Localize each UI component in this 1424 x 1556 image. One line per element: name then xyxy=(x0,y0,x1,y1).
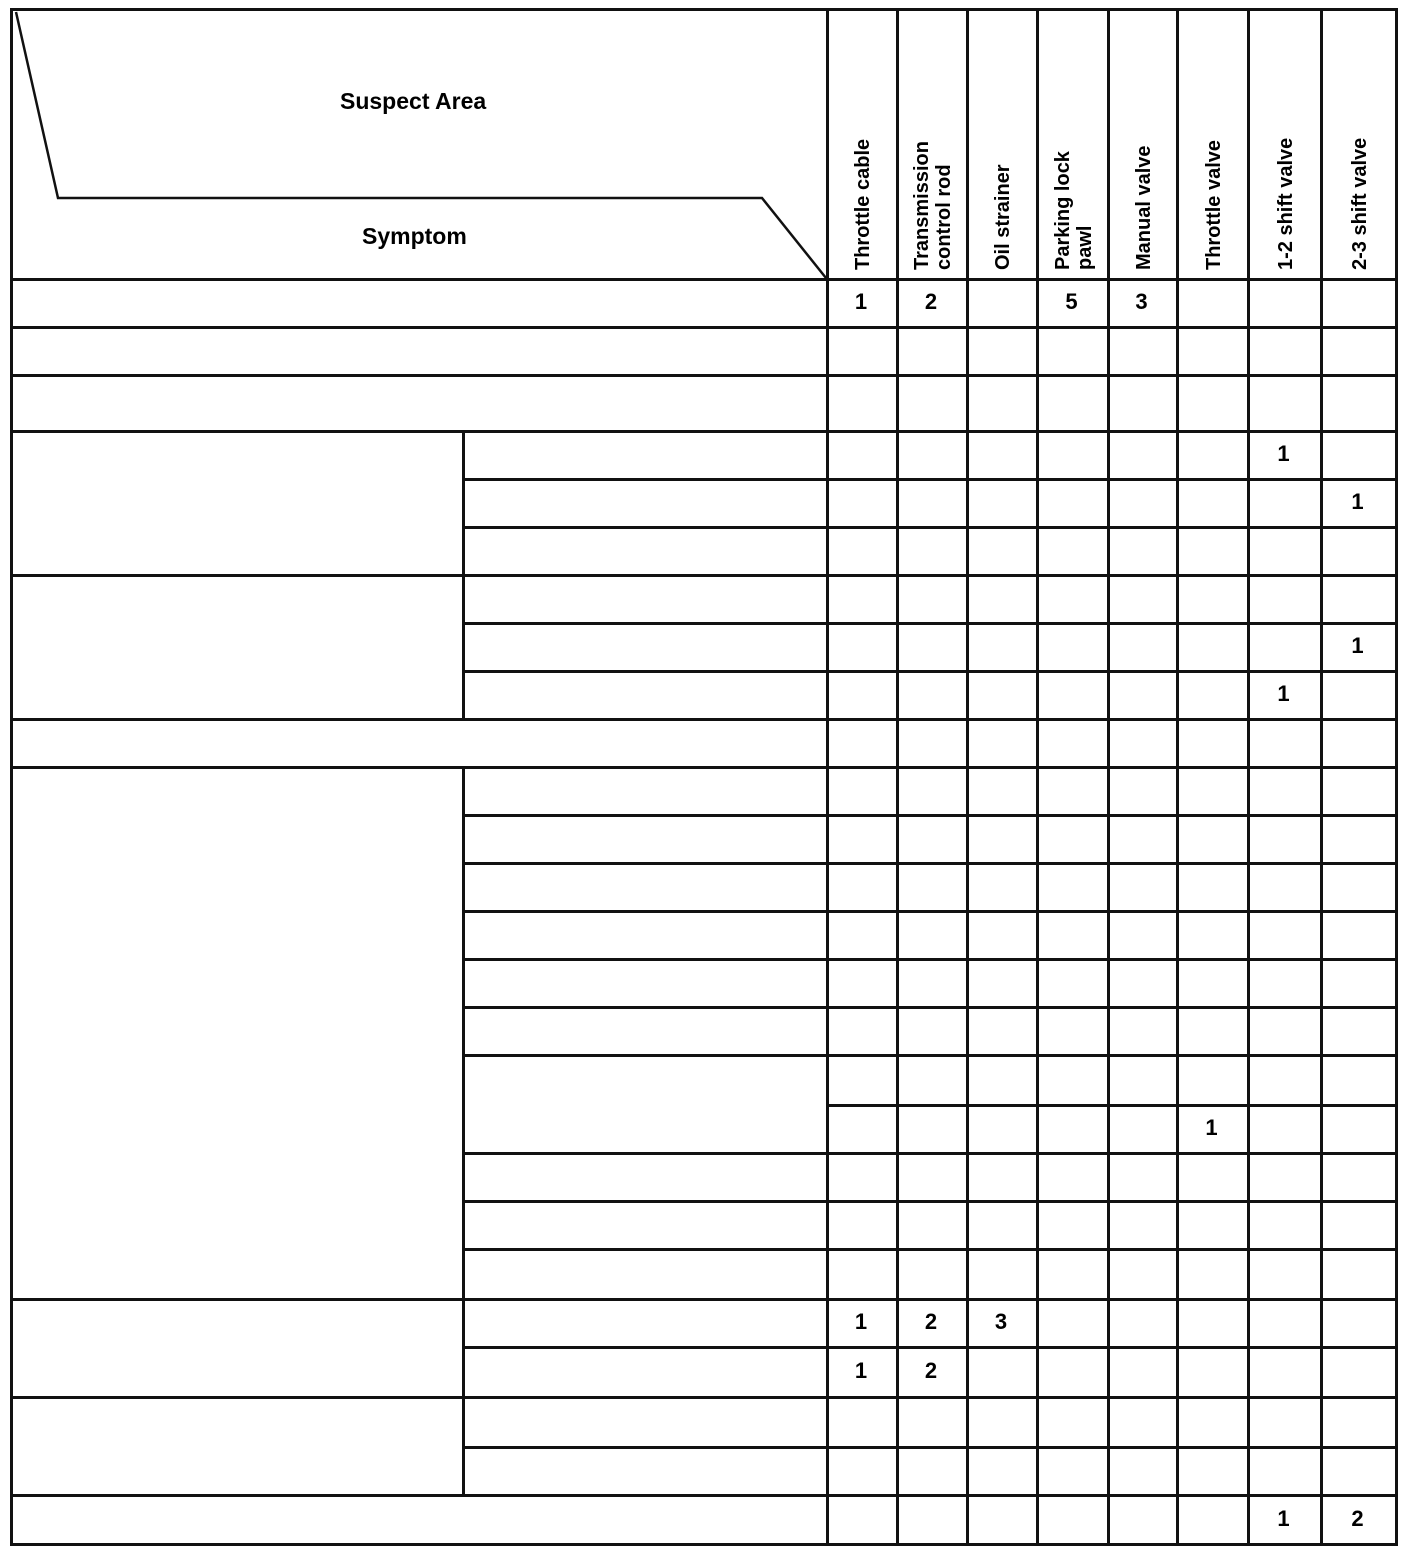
value-cell xyxy=(1036,326,1107,374)
value-cell xyxy=(1176,1054,1247,1104)
value-cell xyxy=(896,862,966,910)
value-cell xyxy=(1036,622,1107,670)
value-cell xyxy=(826,718,896,766)
sub-symptom-label xyxy=(465,1396,826,1446)
value-cell xyxy=(1247,1346,1320,1396)
value-cell xyxy=(826,1494,896,1543)
value-cell xyxy=(1107,1248,1176,1298)
sub-symptom-label xyxy=(465,1006,826,1054)
value-cell xyxy=(966,1104,1036,1152)
value-cell xyxy=(826,958,896,1006)
symptom-label xyxy=(13,278,826,326)
value-cell xyxy=(1107,1054,1176,1104)
value-cell xyxy=(1036,478,1107,526)
value-cell xyxy=(1176,1200,1247,1248)
value-cell xyxy=(826,1104,896,1152)
value-cell xyxy=(1036,1446,1107,1494)
value-cell xyxy=(1247,814,1320,862)
value-cell xyxy=(826,814,896,862)
value-cell xyxy=(966,1054,1036,1104)
sub-symptom-label xyxy=(465,1200,826,1248)
column-header-label: Throttle valve xyxy=(1202,139,1225,270)
value-cell xyxy=(1107,622,1176,670)
value-cell xyxy=(1320,1152,1395,1200)
value-cell xyxy=(1107,326,1176,374)
value-cell: 1 xyxy=(1277,441,1290,466)
value-cell xyxy=(826,622,896,670)
value-cell xyxy=(826,326,896,374)
value-cell xyxy=(826,1396,896,1446)
value-cell xyxy=(1320,326,1395,374)
value-cell xyxy=(1176,670,1247,718)
value-cell xyxy=(896,622,966,670)
suspect-area-label: Suspect Area xyxy=(340,88,487,114)
value-cell xyxy=(1176,526,1247,574)
value-cell xyxy=(1176,326,1247,374)
value-cell: 1 xyxy=(854,1309,868,1334)
value-cell xyxy=(1036,1346,1107,1396)
value-cell xyxy=(1176,766,1247,814)
value-cell xyxy=(1247,1446,1320,1494)
value-cell xyxy=(1320,1298,1395,1346)
value-cell xyxy=(1107,862,1176,910)
sub-symptom-label xyxy=(465,622,826,670)
column-header-label: 2-3 shift valve xyxy=(1348,137,1371,270)
value-cell xyxy=(896,910,966,958)
value-cell xyxy=(1320,718,1395,766)
value-cell xyxy=(966,430,1036,478)
value-cell xyxy=(1320,1346,1395,1396)
value-cell xyxy=(1107,1446,1176,1494)
symptom-label: Symptom xyxy=(362,223,467,249)
value-cell xyxy=(1247,766,1320,814)
value-cell xyxy=(1176,430,1247,478)
column-header-label: Throttle cable xyxy=(852,138,874,270)
value-cell xyxy=(1247,1104,1320,1152)
sub-symptom-label xyxy=(465,1248,826,1298)
value-cell xyxy=(826,1006,896,1054)
value-cell xyxy=(1036,374,1107,430)
troubleshooting-table xyxy=(10,8,1398,1546)
value-cell xyxy=(1176,1152,1247,1200)
value-cell xyxy=(1320,374,1395,430)
value-cell xyxy=(896,1054,966,1104)
value-cell: 1 xyxy=(854,289,868,314)
value-cell xyxy=(1247,1248,1320,1298)
value-cell xyxy=(966,526,1036,574)
value-cell xyxy=(826,526,896,574)
value-cell xyxy=(1247,1298,1320,1346)
value-cell xyxy=(1176,1494,1247,1543)
value-cell xyxy=(1176,1298,1247,1346)
value-cell xyxy=(896,1200,966,1248)
table-border-right xyxy=(1395,8,1398,1546)
sub-symptom-label xyxy=(465,862,826,910)
symptom-label xyxy=(13,718,826,766)
sub-symptom-label xyxy=(465,1152,826,1200)
value-cell xyxy=(1107,958,1176,1006)
value-cell xyxy=(1247,1054,1320,1104)
sub-symptom-label xyxy=(465,910,826,958)
value-cell xyxy=(1176,958,1247,1006)
value-cell xyxy=(966,910,1036,958)
symptom-group-label xyxy=(13,1396,462,1494)
value-cell xyxy=(896,958,966,1006)
value-cell xyxy=(826,1200,896,1248)
value-cell xyxy=(896,574,966,622)
value-cell: 2 xyxy=(924,1309,938,1334)
value-cell xyxy=(1176,1346,1247,1396)
value-cell xyxy=(826,574,896,622)
value-cell xyxy=(1247,574,1320,622)
value-cell xyxy=(1176,718,1247,766)
value-cell xyxy=(1036,958,1107,1006)
value-cell: 5 xyxy=(1065,289,1078,314)
value-cell xyxy=(896,430,966,478)
value-cell xyxy=(826,1054,896,1104)
symptom-label xyxy=(13,1494,826,1543)
value-cell xyxy=(1036,1396,1107,1446)
value-cell xyxy=(966,1494,1036,1543)
value-cell xyxy=(896,1446,966,1494)
value-cell xyxy=(896,326,966,374)
symptom-label xyxy=(13,374,826,430)
value-cell xyxy=(1247,1006,1320,1054)
value-cell xyxy=(966,1200,1036,1248)
value-cell xyxy=(826,1446,896,1494)
value-cell xyxy=(1107,1396,1176,1446)
value-cell: 1 xyxy=(1277,1505,1290,1531)
value-cell xyxy=(1036,1298,1107,1346)
value-cell xyxy=(966,814,1036,862)
value-cell xyxy=(1320,1200,1395,1248)
value-cell: 1 xyxy=(1351,489,1364,514)
value-cell xyxy=(966,1396,1036,1446)
value-cell xyxy=(1247,1152,1320,1200)
value-cell xyxy=(1176,622,1247,670)
value-cell xyxy=(1247,910,1320,958)
sub-symptom-label xyxy=(465,1298,826,1346)
sub-symptom-label xyxy=(465,430,826,478)
sub-symptom-label xyxy=(465,958,826,1006)
value-cell xyxy=(966,1346,1036,1396)
value-cell xyxy=(896,1396,966,1446)
value-cell xyxy=(896,1152,966,1200)
value-cell: 1 xyxy=(1277,681,1290,706)
value-cell xyxy=(1247,622,1320,670)
column-header-label: Oil strainer xyxy=(992,164,1014,270)
value-cell xyxy=(1107,1006,1176,1054)
sub-symptom-label xyxy=(465,1446,826,1494)
symptom-label xyxy=(13,326,826,374)
value-cell xyxy=(826,430,896,478)
symptom-group-label xyxy=(13,574,462,718)
value-cell xyxy=(1107,718,1176,766)
sub-symptom-label xyxy=(465,526,826,574)
value-cell xyxy=(826,766,896,814)
value-cell xyxy=(1247,326,1320,374)
value-cell xyxy=(966,670,1036,718)
value-cell xyxy=(1036,766,1107,814)
value-cell xyxy=(966,718,1036,766)
value-cell xyxy=(966,862,1036,910)
value-cell xyxy=(896,1104,966,1152)
value-cell xyxy=(826,670,896,718)
value-cell xyxy=(1107,766,1176,814)
value-cell xyxy=(1036,670,1107,718)
value-cell xyxy=(1247,862,1320,910)
value-cell xyxy=(1107,1346,1176,1396)
value-cell xyxy=(826,862,896,910)
value-cell xyxy=(1320,1054,1395,1104)
value-cell: 2 xyxy=(1351,1505,1364,1531)
value-cell xyxy=(1176,910,1247,958)
value-cell: 3 xyxy=(994,1309,1008,1334)
value-cell xyxy=(1247,718,1320,766)
column-header-label: Transmission control rod xyxy=(911,141,955,270)
value-cell xyxy=(896,670,966,718)
sub-symptom-label xyxy=(465,574,826,622)
value-cell xyxy=(1247,1396,1320,1446)
value-cell xyxy=(826,1248,896,1298)
symptom-group-label xyxy=(13,766,462,1298)
value-cell: 1 xyxy=(1205,1115,1218,1140)
value-cell xyxy=(966,622,1036,670)
value-cell xyxy=(1036,1248,1107,1298)
value-cell xyxy=(1176,574,1247,622)
value-cell xyxy=(1320,1104,1395,1152)
value-cell xyxy=(1320,1248,1395,1298)
value-cell xyxy=(1036,574,1107,622)
value-cell xyxy=(1320,766,1395,814)
value-cell xyxy=(1320,1006,1395,1054)
value-cell xyxy=(1107,374,1176,430)
value-cell xyxy=(1176,1396,1247,1446)
sub-symptom-label xyxy=(465,670,826,718)
value-cell xyxy=(1320,910,1395,958)
value-cell xyxy=(896,718,966,766)
value-cell xyxy=(826,374,896,430)
symptom-group-label xyxy=(13,1298,462,1396)
column-header-label: Manual valve xyxy=(1132,145,1155,270)
value-cell xyxy=(826,478,896,526)
value-cell xyxy=(1320,1446,1395,1494)
sub-symptom-label xyxy=(465,766,826,814)
value-cell: 1 xyxy=(1351,633,1364,658)
value-cell xyxy=(1107,1152,1176,1200)
value-cell xyxy=(966,1248,1036,1298)
value-cell xyxy=(1320,862,1395,910)
value-cell xyxy=(896,526,966,574)
value-cell xyxy=(1176,374,1247,430)
sub-symptom-label xyxy=(465,1054,826,1152)
value-cell xyxy=(896,374,966,430)
value-cell xyxy=(1320,1396,1395,1446)
value-cell xyxy=(1107,1494,1176,1543)
value-cell xyxy=(896,1248,966,1298)
table-border-bottom xyxy=(10,1543,1398,1546)
value-cell xyxy=(826,1152,896,1200)
value-cell xyxy=(1176,278,1247,326)
value-cell xyxy=(1107,1104,1176,1152)
value-cell xyxy=(1036,430,1107,478)
value-cell: 2 xyxy=(924,289,938,314)
value-cell: 3 xyxy=(1135,289,1148,314)
value-cell xyxy=(1320,430,1395,478)
value-cell xyxy=(1320,278,1395,326)
value-cell xyxy=(1107,430,1176,478)
value-cell xyxy=(1247,478,1320,526)
value-cell xyxy=(1320,526,1395,574)
value-cell xyxy=(1036,526,1107,574)
value-cell xyxy=(896,766,966,814)
value-cell xyxy=(1247,278,1320,326)
value-cell xyxy=(966,574,1036,622)
value-cell: 2 xyxy=(924,1358,938,1383)
value-cell xyxy=(966,958,1036,1006)
value-cell xyxy=(1176,814,1247,862)
value-cell: 1 xyxy=(854,1358,868,1383)
column-header-label: Parking lock pawl xyxy=(1051,151,1096,270)
value-cell xyxy=(826,910,896,958)
value-cell xyxy=(1107,574,1176,622)
value-cell xyxy=(896,1006,966,1054)
value-cell xyxy=(1247,526,1320,574)
value-cell xyxy=(1036,718,1107,766)
value-cell xyxy=(1176,1248,1247,1298)
value-cell xyxy=(966,326,1036,374)
value-cell xyxy=(1107,1298,1176,1346)
value-cell xyxy=(1107,478,1176,526)
symptom-group-label xyxy=(13,430,462,574)
value-cell xyxy=(966,1006,1036,1054)
value-cell xyxy=(966,1446,1036,1494)
value-cell xyxy=(1036,814,1107,862)
value-cell xyxy=(966,374,1036,430)
value-cell xyxy=(896,814,966,862)
sub-symptom-label xyxy=(465,1346,826,1396)
value-cell xyxy=(1036,1152,1107,1200)
value-cell xyxy=(966,1152,1036,1200)
value-cell xyxy=(1176,478,1247,526)
value-cell xyxy=(1176,862,1247,910)
value-cell xyxy=(1247,374,1320,430)
value-cell xyxy=(1320,814,1395,862)
value-cell xyxy=(1036,1494,1107,1543)
value-cell xyxy=(1320,574,1395,622)
value-cell xyxy=(1036,1054,1107,1104)
value-cell xyxy=(1036,1104,1107,1152)
value-cell xyxy=(1247,958,1320,1006)
value-cell xyxy=(966,766,1036,814)
value-cell xyxy=(1036,910,1107,958)
value-cell xyxy=(1320,670,1395,718)
column-header-label: 1-2 shift valve xyxy=(1274,137,1297,270)
value-cell xyxy=(1176,1446,1247,1494)
value-cell xyxy=(1036,1200,1107,1248)
value-cell xyxy=(1036,1006,1107,1054)
value-cell xyxy=(1107,526,1176,574)
value-cell xyxy=(966,478,1036,526)
value-cell xyxy=(1247,1200,1320,1248)
value-cell xyxy=(1107,670,1176,718)
value-cell xyxy=(896,1494,966,1543)
sub-symptom-label xyxy=(465,814,826,862)
value-cell xyxy=(1320,958,1395,1006)
value-cell xyxy=(896,478,966,526)
value-cell xyxy=(1036,862,1107,910)
value-cell xyxy=(1107,814,1176,862)
value-cell xyxy=(1107,1200,1176,1248)
value-cell xyxy=(1176,1006,1247,1054)
value-cell xyxy=(1107,910,1176,958)
sub-symptom-label xyxy=(465,478,826,526)
value-cell xyxy=(966,278,1036,326)
